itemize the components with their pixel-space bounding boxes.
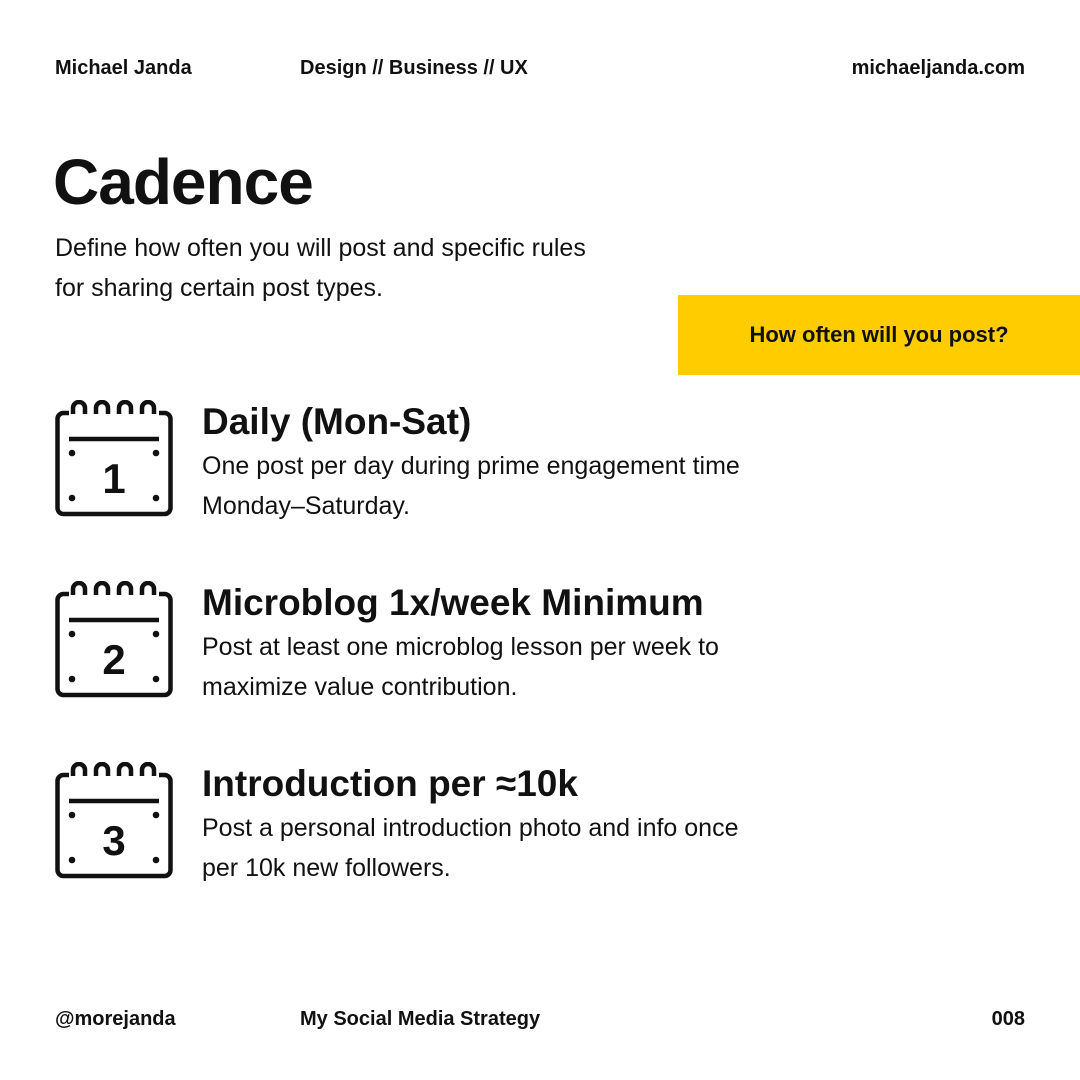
page-number: 008 — [991, 1008, 1025, 1030]
calendar-number: 1 — [102, 455, 126, 502]
calendar-number: 3 — [102, 817, 126, 864]
calendar-icon — [55, 400, 173, 518]
cadence-item-daily — [55, 400, 755, 530]
callout-text: How often will you post? — [749, 322, 1009, 347]
item-title: Microblog 1x/week Minimum — [202, 582, 704, 623]
calendar-icon — [55, 581, 173, 699]
tagline: Design // Business // UX — [300, 57, 528, 79]
series-title: My Social Media Strategy — [300, 1008, 541, 1030]
item-title: Introduction per ≈10k — [202, 763, 578, 804]
item-description: Post at least one microblog lesson per week to maximize value contribution. — [202, 633, 719, 701]
calendar-number: 2 — [102, 636, 126, 683]
calendar-icon — [55, 762, 173, 880]
author-name: Michael Janda — [55, 57, 192, 79]
item-title: Daily (Mon-Sat) — [202, 401, 472, 442]
cadence-item-microblog — [55, 581, 755, 711]
intro-text: Define how often you will post and specific rules for sharing certain post types. — [55, 234, 586, 302]
item-description: Post a personal introduction photo and info once per 10k new followers. — [202, 814, 739, 882]
page-title: Cadence — [53, 146, 313, 218]
cadence-item-introduction — [55, 762, 755, 892]
social-handle: @morejanda — [55, 1008, 176, 1030]
item-description: One post per day during prime engagement time Monday–Saturday. — [202, 452, 740, 520]
website-link[interactable]: michaeljanda.com — [851, 57, 1025, 79]
callout-banner — [678, 295, 1080, 375]
